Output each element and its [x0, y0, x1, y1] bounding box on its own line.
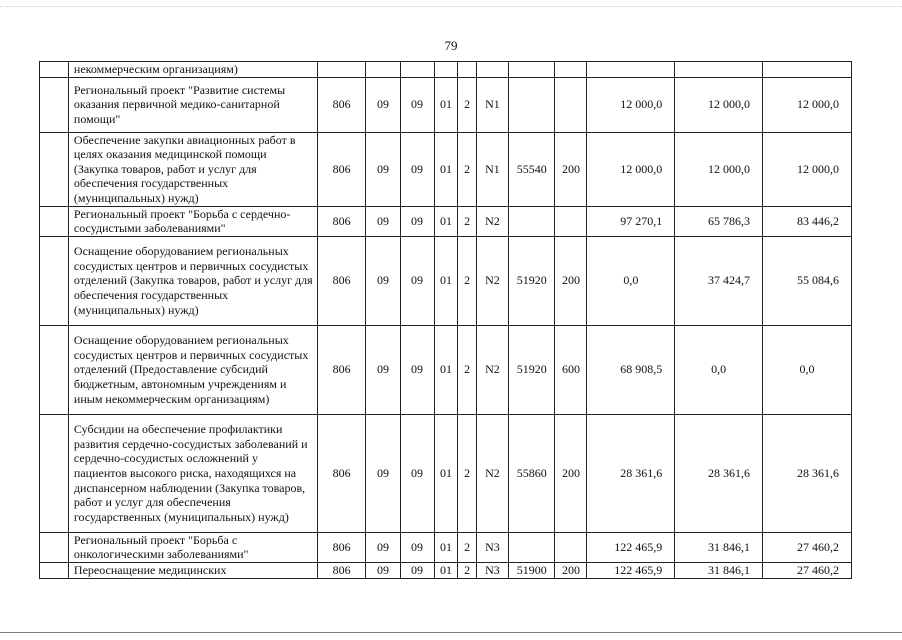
- table-row: [40, 132, 852, 206]
- project-code-cell: N2: [476, 414, 508, 532]
- program-code-cell: 01: [434, 132, 458, 206]
- amount-year2-cell: 65 786,3: [675, 206, 763, 236]
- amount-year2-cell: 31 846,1: [675, 532, 763, 562]
- row-index-cell: [40, 532, 69, 562]
- program-code-cell: 01: [434, 414, 458, 532]
- subsection-code-cell: 09: [400, 206, 434, 236]
- amount-year2-cell: 12 000,0: [675, 77, 763, 132]
- expense-type-cell: 200: [555, 132, 587, 206]
- table-row: [40, 562, 852, 578]
- amount-year3-cell: 12 000,0: [763, 77, 852, 132]
- bottom-scan-edge: [0, 632, 902, 633]
- ministry-code-cell: 806: [317, 325, 366, 414]
- expense-type-cell: [555, 206, 587, 236]
- row-index-cell: [40, 77, 69, 132]
- subprogram-code-cell: 2: [458, 206, 477, 236]
- table-row: [40, 77, 852, 132]
- page-number: 79: [444, 38, 458, 53]
- ministry-code-cell: 806: [317, 236, 366, 325]
- project-code-cell: N2: [476, 325, 508, 414]
- ministry-code-cell: 806: [317, 206, 366, 236]
- amount-year2-cell: 37 424,7: [675, 236, 763, 325]
- row-index-cell: [40, 62, 69, 78]
- subprogram-code-cell: 2: [458, 236, 477, 325]
- amount-year3-cell: 27 460,2: [763, 532, 852, 562]
- amount-year3-cell: 27 460,2: [763, 562, 852, 578]
- amount-year2-cell: 28 361,6: [675, 414, 763, 532]
- amount-year3-cell: 28 361,6: [763, 414, 852, 532]
- amount-year2-cell: 0,0: [675, 325, 763, 414]
- row-index-cell: [40, 414, 69, 532]
- item-name-cell: некоммерческим организациям): [68, 62, 317, 78]
- amount-year1-cell: 122 465,9: [587, 562, 675, 578]
- ministry-code-cell: 806: [317, 414, 366, 532]
- amount-year1-cell: 28 361,6: [587, 414, 675, 532]
- subprogram-code-cell: 2: [458, 325, 477, 414]
- amount-year2-cell: [675, 62, 763, 78]
- row-index-cell: [40, 132, 69, 206]
- program-code-cell: 01: [434, 532, 458, 562]
- amount-year1-cell: 12 000,0: [587, 77, 675, 132]
- section-code-cell: 09: [366, 206, 400, 236]
- amount-year2-cell: 31 846,1: [675, 562, 763, 578]
- row-index-cell: [40, 562, 69, 578]
- expense-type-cell: 200: [555, 414, 587, 532]
- project-code-cell: N2: [476, 236, 508, 325]
- section-code-cell: 09: [366, 132, 400, 206]
- section-code-cell: 09: [366, 414, 400, 532]
- top-scan-edge: [0, 6, 902, 8]
- row-index-cell: [40, 325, 69, 414]
- subprogram-code-cell: 2: [458, 562, 477, 578]
- program-code-cell: 01: [434, 325, 458, 414]
- subsection-code-cell: 09: [400, 414, 434, 532]
- item-name-cell: Переоснащение медицинских: [68, 562, 317, 578]
- project-code-cell: [476, 62, 508, 78]
- subsection-code-cell: [400, 62, 434, 78]
- expense-type-cell: [555, 532, 587, 562]
- amount-year1-cell: 122 465,9: [587, 532, 675, 562]
- item-name-cell: Региональный проект "Борьба с онкологическими заболеваниями": [68, 532, 317, 562]
- table-row: [40, 325, 852, 414]
- item-name-cell: Оснащение оборудованием региональных сосудистых центров и первичных сосудистых отделений (Предоставление субсидий бюджетным, автономным учреждениям и иным некоммерческим организациям): [68, 325, 317, 414]
- section-code-cell: [366, 62, 400, 78]
- amount-year1-cell: 0,0: [587, 236, 675, 325]
- row-index-cell: [40, 236, 69, 325]
- table-row: [40, 532, 852, 562]
- direction-code-cell: 51920: [508, 236, 554, 325]
- amount-year3-cell: [763, 62, 852, 78]
- ministry-code-cell: 806: [317, 562, 366, 578]
- table-row: [40, 236, 852, 325]
- section-code-cell: 09: [366, 325, 400, 414]
- section-code-cell: 09: [366, 236, 400, 325]
- table-row: [40, 206, 852, 236]
- subsection-code-cell: 09: [400, 132, 434, 206]
- subsection-code-cell: 09: [400, 236, 434, 325]
- program-code-cell: [434, 62, 458, 78]
- table-row: [40, 62, 852, 78]
- item-name-cell: Оснащение оборудованием региональных сосудистых центров и первичных сосудистых отделений (Закупка товаров, работ и услуг для обеспечения государственных (муниципальных) нужд): [68, 236, 317, 325]
- subprogram-code-cell: 2: [458, 132, 477, 206]
- budget-table: [39, 61, 852, 579]
- item-name-cell: Обеспечение закупки авиационных работ в целях оказания медицинской помощи (Закупка товаров, работ и услуг для обеспечения государственных (муниципальных) нужд): [68, 132, 317, 206]
- expense-type-cell: 200: [555, 236, 587, 325]
- direction-code-cell: [508, 62, 554, 78]
- amount-year3-cell: 0,0: [763, 325, 852, 414]
- item-name-cell: Региональный проект "Борьба с сердечно-сосудистыми заболеваниями": [68, 206, 317, 236]
- direction-code-cell: 51920: [508, 325, 554, 414]
- section-code-cell: 09: [366, 77, 400, 132]
- section-code-cell: 09: [366, 532, 400, 562]
- ministry-code-cell: 806: [317, 532, 366, 562]
- subsection-code-cell: 09: [400, 325, 434, 414]
- program-code-cell: 01: [434, 236, 458, 325]
- project-code-cell: N1: [476, 77, 508, 132]
- project-code-cell: N2: [476, 206, 508, 236]
- amount-year1-cell: [587, 62, 675, 78]
- program-code-cell: 01: [434, 206, 458, 236]
- subsection-code-cell: 09: [400, 562, 434, 578]
- item-name-cell: Субсидии на обеспечение профилактики развития сердечно-сосудистых заболеваний и сердечно-сосудистых осложнений у пациентов высокого риска, находящихся на диспансерном наблюдении (Закупка товаров, работ и услуг для обеспечения государственных (муниципальных) нужд): [68, 414, 317, 532]
- direction-code-cell: 55540: [508, 132, 554, 206]
- subprogram-code-cell: 2: [458, 77, 477, 132]
- subprogram-code-cell: [458, 62, 477, 78]
- project-code-cell: N3: [476, 532, 508, 562]
- row-index-cell: [40, 206, 69, 236]
- amount-year1-cell: 12 000,0: [587, 132, 675, 206]
- direction-code-cell: [508, 532, 554, 562]
- project-code-cell: N3: [476, 562, 508, 578]
- direction-code-cell: 55860: [508, 414, 554, 532]
- subsection-code-cell: 09: [400, 77, 434, 132]
- project-code-cell: N1: [476, 132, 508, 206]
- amount-year2-cell: 12 000,0: [675, 132, 763, 206]
- direction-code-cell: [508, 206, 554, 236]
- section-code-cell: 09: [366, 562, 400, 578]
- amount-year3-cell: 12 000,0: [763, 132, 852, 206]
- ministry-code-cell: 806: [317, 132, 366, 206]
- expense-type-cell: [555, 77, 587, 132]
- subprogram-code-cell: 2: [458, 532, 477, 562]
- expense-type-cell: 200: [555, 562, 587, 578]
- ministry-code-cell: [317, 62, 366, 78]
- direction-code-cell: 51900: [508, 562, 554, 578]
- amount-year1-cell: 97 270,1: [587, 206, 675, 236]
- amount-year1-cell: 68 908,5: [587, 325, 675, 414]
- direction-code-cell: [508, 77, 554, 132]
- subsection-code-cell: 09: [400, 532, 434, 562]
- subprogram-code-cell: 2: [458, 414, 477, 532]
- ministry-code-cell: 806: [317, 77, 366, 132]
- expense-type-cell: [555, 62, 587, 78]
- amount-year3-cell: 55 084,6: [763, 236, 852, 325]
- item-name-cell: Региональный проект "Развитие системы оказания первичной медико-санитарной помощи": [68, 77, 317, 132]
- table-row: [40, 414, 852, 532]
- amount-year3-cell: 83 446,2: [763, 206, 852, 236]
- program-code-cell: 01: [434, 562, 458, 578]
- expense-type-cell: 600: [555, 325, 587, 414]
- program-code-cell: 01: [434, 77, 458, 132]
